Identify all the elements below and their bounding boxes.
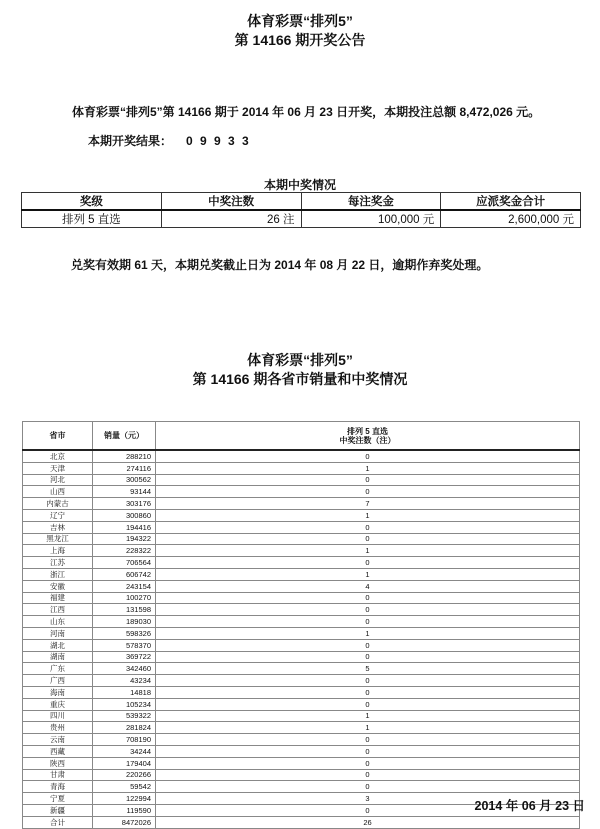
cell-wins: 0 bbox=[156, 804, 580, 816]
province-row bbox=[23, 627, 580, 639]
cell-province: 黑龙江 bbox=[23, 533, 93, 545]
draw-result-line bbox=[88, 134, 251, 149]
prize-table bbox=[21, 192, 581, 228]
province-row bbox=[23, 521, 580, 533]
cell-sales: 194416 bbox=[93, 521, 156, 533]
cell-province: 福建 bbox=[23, 592, 93, 604]
province-row bbox=[23, 450, 580, 462]
cell-province: 江苏 bbox=[23, 557, 93, 569]
cell-sales: 93144 bbox=[93, 486, 156, 498]
sales-header: 销量（元） bbox=[93, 422, 156, 451]
province-table bbox=[22, 421, 580, 829]
cell-wins: 0 bbox=[156, 698, 580, 710]
draw-result-label: 本期开奖结果： bbox=[88, 134, 173, 148]
draw-result-numbers: 0 9 9 3 3 bbox=[186, 134, 251, 148]
cell-sales: 342460 bbox=[93, 663, 156, 675]
cell-sales: 606742 bbox=[93, 568, 156, 580]
prize-header-count: 中奖注数 bbox=[161, 193, 301, 211]
cell-wins: 0 bbox=[156, 686, 580, 698]
cell-province: 贵州 bbox=[23, 722, 93, 734]
cell-sales: 281824 bbox=[93, 722, 156, 734]
province-table-header-row bbox=[23, 422, 580, 451]
cell-sales: 8472026 bbox=[93, 816, 156, 828]
cell-sales: 119590 bbox=[93, 804, 156, 816]
province-row bbox=[23, 486, 580, 498]
cell-province: 内蒙古 bbox=[23, 498, 93, 510]
cell-wins: 0 bbox=[156, 781, 580, 793]
province-row bbox=[23, 757, 580, 769]
prize-table-row bbox=[22, 210, 581, 228]
cell-wins: 0 bbox=[156, 769, 580, 781]
cell-province: 吉林 bbox=[23, 521, 93, 533]
province-row bbox=[23, 781, 580, 793]
cell-sales: 14818 bbox=[93, 686, 156, 698]
province-row bbox=[23, 745, 580, 757]
cell-sales: 43234 bbox=[93, 675, 156, 687]
prize-header-total: 应派奖金合计 bbox=[441, 193, 581, 211]
province-row bbox=[23, 545, 580, 557]
cell-wins: 0 bbox=[156, 616, 580, 628]
cell-province: 海南 bbox=[23, 686, 93, 698]
cell-province: 江西 bbox=[23, 604, 93, 616]
province-row bbox=[23, 710, 580, 722]
prize-cell-count: 26 注 bbox=[161, 210, 301, 228]
cell-sales: 220266 bbox=[93, 769, 156, 781]
cell-sales: 578370 bbox=[93, 639, 156, 651]
cell-province: 云南 bbox=[23, 734, 93, 746]
province-row bbox=[23, 769, 580, 781]
sales-section-title bbox=[0, 351, 600, 389]
province-row bbox=[23, 462, 580, 474]
cell-wins: 3 bbox=[156, 793, 580, 805]
page-title bbox=[0, 12, 600, 50]
province-row bbox=[23, 698, 580, 710]
cell-wins: 7 bbox=[156, 498, 580, 510]
cell-wins: 0 bbox=[156, 639, 580, 651]
wins-header-line1: 排列 5 直选 bbox=[347, 426, 388, 436]
cell-sales: 539322 bbox=[93, 710, 156, 722]
cell-sales: 34244 bbox=[93, 745, 156, 757]
cell-wins: 0 bbox=[156, 474, 580, 486]
province-row bbox=[23, 509, 580, 521]
province-row bbox=[23, 675, 580, 687]
cell-province: 上海 bbox=[23, 545, 93, 557]
cell-wins: 0 bbox=[156, 745, 580, 757]
wins-header-line2: 中奖注数（注） bbox=[339, 435, 396, 445]
cell-province: 四川 bbox=[23, 710, 93, 722]
prize-table-header-row bbox=[22, 193, 581, 211]
cell-sales: 189030 bbox=[93, 616, 156, 628]
cell-province: 青海 bbox=[23, 781, 93, 793]
cell-wins: 0 bbox=[156, 651, 580, 663]
cell-wins: 1 bbox=[156, 568, 580, 580]
cell-sales: 303176 bbox=[93, 498, 156, 510]
cell-wins: 0 bbox=[156, 521, 580, 533]
prize-header-level: 奖级 bbox=[22, 193, 162, 211]
cell-wins: 1 bbox=[156, 722, 580, 734]
cell-sales: 288210 bbox=[93, 450, 156, 462]
province-row bbox=[23, 568, 580, 580]
cell-wins: 0 bbox=[156, 486, 580, 498]
cell-province: 河北 bbox=[23, 474, 93, 486]
cell-province: 甘肃 bbox=[23, 769, 93, 781]
province-row bbox=[23, 663, 580, 675]
province-row bbox=[23, 639, 580, 651]
cell-wins: 0 bbox=[156, 450, 580, 462]
province-row bbox=[23, 580, 580, 592]
cell-sales: 194322 bbox=[93, 533, 156, 545]
cell-province: 广东 bbox=[23, 663, 93, 675]
cell-sales: 122994 bbox=[93, 793, 156, 805]
cell-province: 合计 bbox=[23, 816, 93, 828]
redeem-note: 兑奖有效期 61 天，本期兑奖截止日为 2014 年 08 月 22 日，逾期作弃奖处理。 bbox=[71, 258, 489, 272]
cell-wins: 5 bbox=[156, 663, 580, 675]
cell-sales: 228322 bbox=[93, 545, 156, 557]
cell-province: 天津 bbox=[23, 462, 93, 474]
cell-wins: 0 bbox=[156, 604, 580, 616]
province-row bbox=[23, 592, 580, 604]
cell-province: 重庆 bbox=[23, 698, 93, 710]
province-row bbox=[23, 557, 580, 569]
cell-wins: 1 bbox=[156, 545, 580, 557]
page-title-line2: 第 14166 期开奖公告 bbox=[234, 32, 366, 48]
cell-sales: 300860 bbox=[93, 509, 156, 521]
cell-wins: 1 bbox=[156, 627, 580, 639]
cell-wins: 4 bbox=[156, 580, 580, 592]
cell-sales: 369722 bbox=[93, 651, 156, 663]
province-row bbox=[23, 533, 580, 545]
prize-header-amount: 每注奖金 bbox=[301, 193, 441, 211]
total-row bbox=[23, 816, 580, 828]
wins-header bbox=[156, 422, 580, 451]
cell-sales: 598326 bbox=[93, 627, 156, 639]
cell-sales: 274116 bbox=[93, 462, 156, 474]
cell-province: 安徽 bbox=[23, 580, 93, 592]
cell-wins: 0 bbox=[156, 592, 580, 604]
cell-wins: 0 bbox=[156, 557, 580, 569]
province-table-body bbox=[23, 450, 580, 828]
page-title-line1: 体育彩票“排列5” bbox=[247, 13, 353, 29]
cell-province: 河南 bbox=[23, 627, 93, 639]
province-row bbox=[23, 734, 580, 746]
cell-province: 西藏 bbox=[23, 745, 93, 757]
cell-wins: 0 bbox=[156, 533, 580, 545]
cell-sales: 105234 bbox=[93, 698, 156, 710]
cell-sales: 131598 bbox=[93, 604, 156, 616]
province-row bbox=[23, 616, 580, 628]
cell-sales: 59542 bbox=[93, 781, 156, 793]
cell-wins: 26 bbox=[156, 816, 580, 828]
province-row bbox=[23, 498, 580, 510]
cell-province: 宁夏 bbox=[23, 793, 93, 805]
cell-wins: 0 bbox=[156, 734, 580, 746]
cell-province: 浙江 bbox=[23, 568, 93, 580]
cell-sales: 100270 bbox=[93, 592, 156, 604]
cell-sales: 179404 bbox=[93, 757, 156, 769]
cell-wins: 1 bbox=[156, 509, 580, 521]
prize-section-title: 本期中奖情况 bbox=[263, 178, 336, 192]
cell-wins: 1 bbox=[156, 710, 580, 722]
cell-province: 湖北 bbox=[23, 639, 93, 651]
cell-sales: 706564 bbox=[93, 557, 156, 569]
prize-cell-level: 排列 5 直选 bbox=[22, 210, 162, 228]
sales-section-title-line1: 体育彩票“排列5” bbox=[247, 352, 353, 368]
cell-wins: 0 bbox=[156, 757, 580, 769]
cell-province: 湖南 bbox=[23, 651, 93, 663]
cell-province: 山东 bbox=[23, 616, 93, 628]
province-row bbox=[23, 722, 580, 734]
cell-wins: 1 bbox=[156, 462, 580, 474]
province-row bbox=[23, 651, 580, 663]
province-row bbox=[23, 604, 580, 616]
cell-sales: 708190 bbox=[93, 734, 156, 746]
cell-wins: 0 bbox=[156, 675, 580, 687]
province-row bbox=[23, 474, 580, 486]
sales-section-title-line2: 第 14166 期各省市销量和中奖情况 bbox=[192, 371, 408, 387]
cell-province: 陕西 bbox=[23, 757, 93, 769]
announcement-intro: 体育彩票“排列5”第 14166 期于 2014 年 06 月 23 日开奖，本期投注总额 8,472,026 元。 bbox=[72, 105, 541, 119]
cell-province: 北京 bbox=[23, 450, 93, 462]
prize-cell-amount: 100,000 元 bbox=[301, 210, 441, 228]
cell-province: 辽宁 bbox=[23, 509, 93, 521]
cell-sales: 243154 bbox=[93, 580, 156, 592]
province-row bbox=[23, 686, 580, 698]
prize-cell-total: 2,600,000 元 bbox=[441, 210, 581, 228]
cell-sales: 300562 bbox=[93, 474, 156, 486]
cell-province: 山西 bbox=[23, 486, 93, 498]
cell-province: 新疆 bbox=[23, 804, 93, 816]
footer-date: 2014 年 06 月 23 日 bbox=[474, 799, 585, 813]
cell-province: 广西 bbox=[23, 675, 93, 687]
province-header: 省市 bbox=[23, 422, 93, 451]
